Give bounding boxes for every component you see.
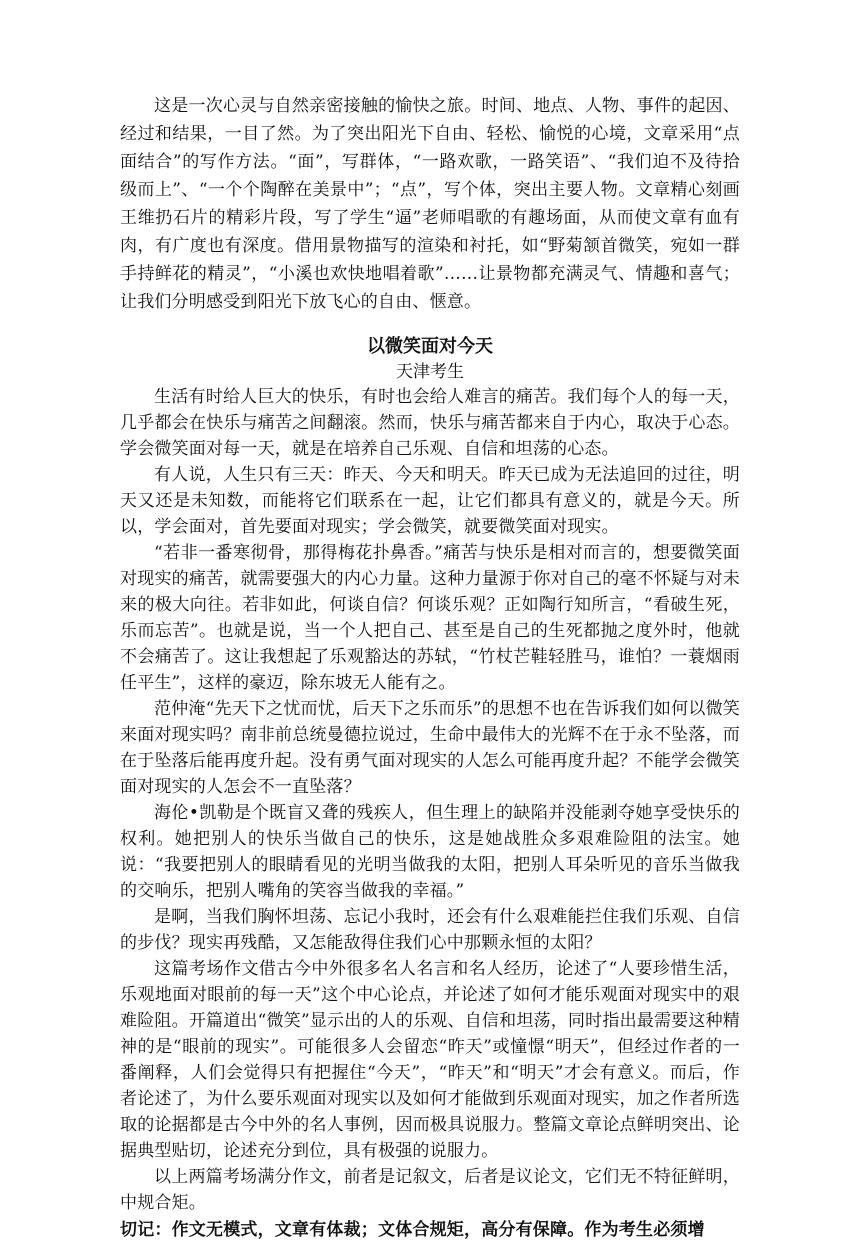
essay-paragraph-2: 有人说，人生只有三天：昨天、今天和明天。昨天已成为无法追回的过往，明天又还是未知数，而能将它们联系在一起，让它们都具有意义的，就是今天。所以，学会面对，首先要面对现实；学会微笑，就要微笑面对现实。 (120, 465, 740, 537)
essay-title: 以微笑面对今天 (367, 336, 493, 357)
essay-section (120, 334, 740, 1216)
essay-paragraph-5: 海伦•凯勒是个既盲又聋的残疾人，但生理上的缺陷并没能剥夺她享受快乐的权利。她把别人的快乐当做自己的快乐，这是她战胜众多艰难险阻的法宝。她说：“我要把别人的眼睛看见的光明当做我的太阳，把别人耳朵听见的音乐当做我的交响乐，把别人嘴角的笑容当做我的幸福。” (120, 803, 740, 901)
closing-note: 切记：作文无模式，文章有体裁；文体合规矩，高分有保障。作为考生必须增 (120, 1220, 705, 1240)
essay-paragraph-4: 范仲淹“先天下之忧而忧，后天下之乐而乐”的思想不也在告诉我们如何以微笑来面对现实吗？南非前总统曼德拉说过，生命中最伟大的光辉不在于永不坠落，而在于坠落后能再度升起。没有勇气面对现实的人怎么可能再度升起？不能学会微笑面对现实的人怎会不一直坠落？ (120, 699, 740, 797)
essay-paragraph-3: “若非一番寒彻骨，那得梅花扑鼻香。”痛苦与快乐是相对而言的，想要微笑面对现实的痛苦，就需要强大的内心力量。这种力量源于你对自己的毫不怀疑与对未来的极大向往。若非如此，何谈自信？何谈乐观？正如陶行知所言，“看破生死，乐而忘苦”。也就是说，当一个人把自己、甚至是自己的生死都抛之度外时，他就不会痛苦了。这让我想起了乐观豁达的苏轼，“竹杖芒鞋轻胜马，谁怕？一蓑烟雨任平生”，这样的豪迈，除东坡无人能有之。 (120, 543, 740, 693)
essay-author: 天津考生 (396, 362, 464, 382)
intro-commentary: 这是一次心灵与自然亲密接触的愉快之旅。时间、地点、人物、事件的起因、经过和结果，一目了然。为了突出阳光下自由、轻松、愉悦的心境，文章采用“点面结合”的写作方法。“面”，写群体，“一路欢歌，一路笑语”、“我们迫不及待拾级而上”、“一个个陶醉在美景中”；“点”，写个体，突出主要人物。文章精心刻画王维扔石片的精彩片段，写了学生“逼”老师唱歌的有趣场面，从而使文章有血有肉，有广度也有深度。借用景物描写的渲染和衬托，如“野菊颔首微笑，宛如一群手持鲜花的精灵”，“小溪也欢快地唱着歌”……让景物都充满灵气、情趣和喜气；让我们分明感受到阳光下放飞心的自由、惬意。 (120, 96, 740, 312)
section-gap (120, 316, 740, 330)
essay-commentary: 这篇考场作文借古今中外很多名人名言和名人经历，论述了“人要珍惜生活，乐观地面对眼前的每一天”这个中心论点，并论述了如何才能乐观面对现实中的艰难险阻。开篇道出“微笑”显示出的人的乐观、自信和坦荡，同时指出最需要这种精神的是“眼前的现实”。可能很多人会留恋“昨天”或憧憬“明天”，但经过作者的一番阐释，人们会觉得只有把握住“今天”，“昨天”和“明天”才会有意义。而后，作者论述了，为什么要乐观面对现实以及如何才能做到乐观面对现实，加之作者所选取的论据都是古今中外的名人事例，因而极具说服力。整篇文章论点鲜明突出、论据典型贴切，论述充分到位，具有极强的说服力。 (120, 959, 740, 1161)
essay-paragraph-1: 生活有时给人巨大的快乐，有时也会给人难言的痛苦。我们每个人的每一天，几乎都会在快乐与痛苦之间翻滚。然而，快乐与痛苦都来自于内心，取决于心态。学会微笑面对每一天，就是在培养自己乐观、自信和坦荡的心态。 (120, 387, 740, 459)
essay-paragraph-6: 是啊，当我们胸怀坦荡、忘记小我时，还会有什么艰难能拦住我们乐观、自信的步伐？现实再残酷，又怎能敌得住我们心中那颗永恒的太阳？ (120, 907, 740, 953)
document-body (120, 92, 740, 1244)
summary-paragraph: 以上两篇考场满分作文，前者是记叙文，后者是议论文，它们无不特征鲜明，中规合矩。 (120, 1167, 740, 1213)
